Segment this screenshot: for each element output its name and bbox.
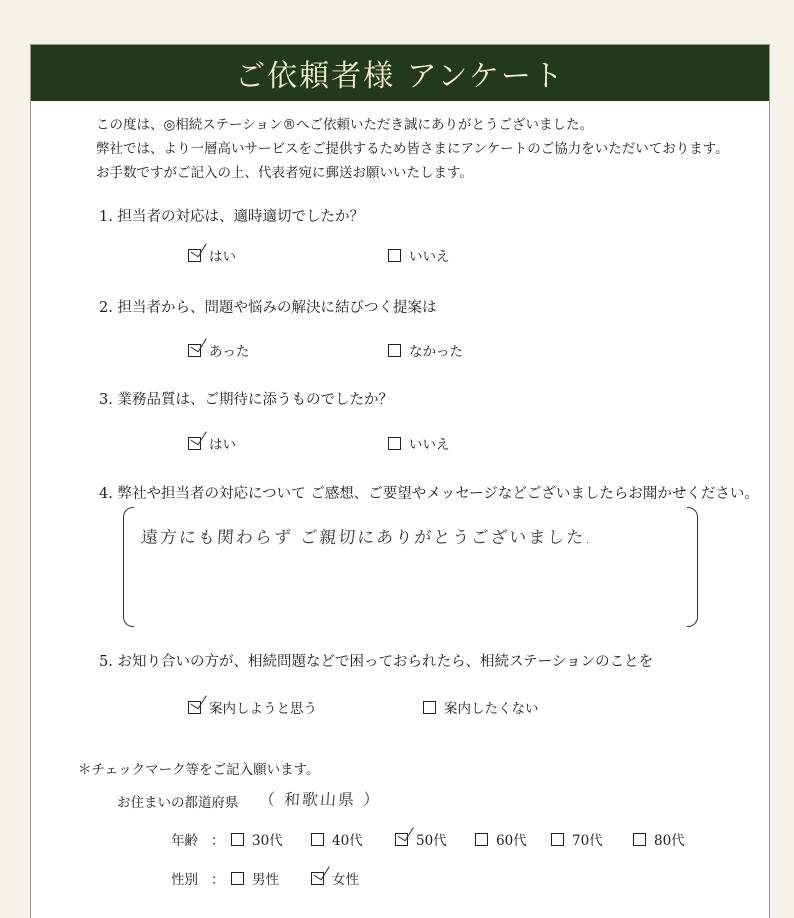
checkbox[interactable] [633, 833, 646, 846]
option-label: 50代 [416, 833, 447, 849]
age-label: 年齢 [171, 833, 198, 849]
checkbox[interactable] [423, 701, 436, 714]
option-label: 70代 [572, 833, 603, 849]
age-option-70[interactable] [551, 829, 603, 849]
option-label: なかった [409, 344, 463, 360]
comment-bracket-left [123, 507, 134, 627]
intro-line-3: お手数ですがご記入の上、代表者宛に郵送お願いいたします。 [96, 165, 473, 181]
option-label: はい [209, 249, 236, 265]
option-label: はい [209, 437, 236, 453]
question-2: 2. 担当者から、問題や悩みの解決に結びつく提案は [99, 300, 437, 316]
checkbox[interactable] [475, 833, 488, 846]
checkbox[interactable] [231, 872, 244, 885]
q3-option-yes[interactable] [188, 433, 236, 453]
option-label: 30代 [252, 833, 283, 849]
q2-option-yes[interactable] [188, 340, 249, 360]
gender-colon: ： [211, 872, 225, 888]
q5-option-yes[interactable] [188, 697, 317, 717]
option-label: あった [209, 344, 250, 360]
note-text: ＊チェックマーク等をご記入願います。 [78, 762, 320, 778]
checkbox[interactable] [388, 249, 401, 262]
survey-title: ご依頼者様 アンケート [31, 45, 769, 101]
survey-sheet [30, 44, 770, 918]
checkmark-icon [191, 334, 207, 352]
question-5: 5. お知り合いの方が、相続問題などで困っておられたら、相続ステーションのことを [99, 654, 654, 670]
gender-option-male[interactable] [231, 868, 279, 888]
checkmark-icon [191, 691, 207, 709]
checkbox[interactable] [388, 344, 401, 357]
intro-line-2: 弊社では、より一層高いサービスをご提供するため皆さまにアンケートのご協力をいただいております。 [96, 141, 729, 157]
question-3: 3. 業務品質は、ご期待に添うものでしたか？ [99, 392, 393, 408]
checkbox[interactable] [311, 872, 324, 885]
comment-answer[interactable]: 遠方にも関わらず ご親切にありがとうございました. [140, 528, 594, 548]
checkbox[interactable] [395, 833, 408, 846]
option-label: いいえ [409, 249, 450, 265]
option-label: 60代 [496, 833, 527, 849]
age-option-40[interactable] [311, 829, 363, 849]
prefecture-label: お住まいの都道府県 [117, 795, 239, 811]
q3-option-no[interactable] [388, 433, 450, 453]
age-option-30[interactable] [231, 829, 283, 849]
option-label: 男性 [252, 872, 279, 888]
checkbox[interactable] [311, 833, 324, 846]
checkbox[interactable] [551, 833, 564, 846]
checkbox[interactable] [188, 701, 201, 714]
age-option-60[interactable] [475, 829, 527, 849]
option-label: 案内しようと思う [209, 701, 317, 717]
checkbox[interactable] [388, 437, 401, 450]
gender-label: 性別 [171, 872, 198, 888]
prefecture-value[interactable]: （ 和歌山県 ） [258, 790, 382, 809]
checkbox[interactable] [231, 833, 244, 846]
option-label: いいえ [409, 437, 450, 453]
checkbox[interactable] [188, 344, 201, 357]
option-label: 女性 [332, 872, 359, 888]
checkbox[interactable] [188, 249, 201, 262]
age-colon: ： [211, 833, 225, 849]
comment-bracket-right [687, 507, 698, 627]
q5-option-no[interactable] [423, 697, 539, 717]
checkmark-icon [191, 427, 207, 445]
option-label: 80代 [654, 833, 685, 849]
question-1: 1. 担当者の対応は、適時適切でしたか？ [99, 209, 364, 225]
age-option-50[interactable] [395, 829, 447, 849]
option-label: 案内したくない [444, 701, 539, 717]
checkmark-icon [191, 239, 207, 257]
q1-option-yes[interactable] [188, 245, 236, 265]
age-option-80[interactable] [633, 829, 685, 849]
q1-option-no[interactable] [388, 245, 450, 265]
checkbox[interactable] [188, 437, 201, 450]
q2-option-no[interactable] [388, 340, 463, 360]
question-4: 4. 弊社や担当者の対応について ご感想、ご要望やメッセージなどございましたらお聞かせください。 [99, 486, 759, 502]
checkmark-icon [398, 823, 414, 841]
option-label: 40代 [332, 833, 363, 849]
gender-option-female[interactable] [311, 868, 359, 888]
checkmark-icon [314, 862, 330, 880]
intro-line-1: この度は、◎相続ステーション®へご依頼いただき誠にありがとうございました。 [96, 117, 593, 133]
